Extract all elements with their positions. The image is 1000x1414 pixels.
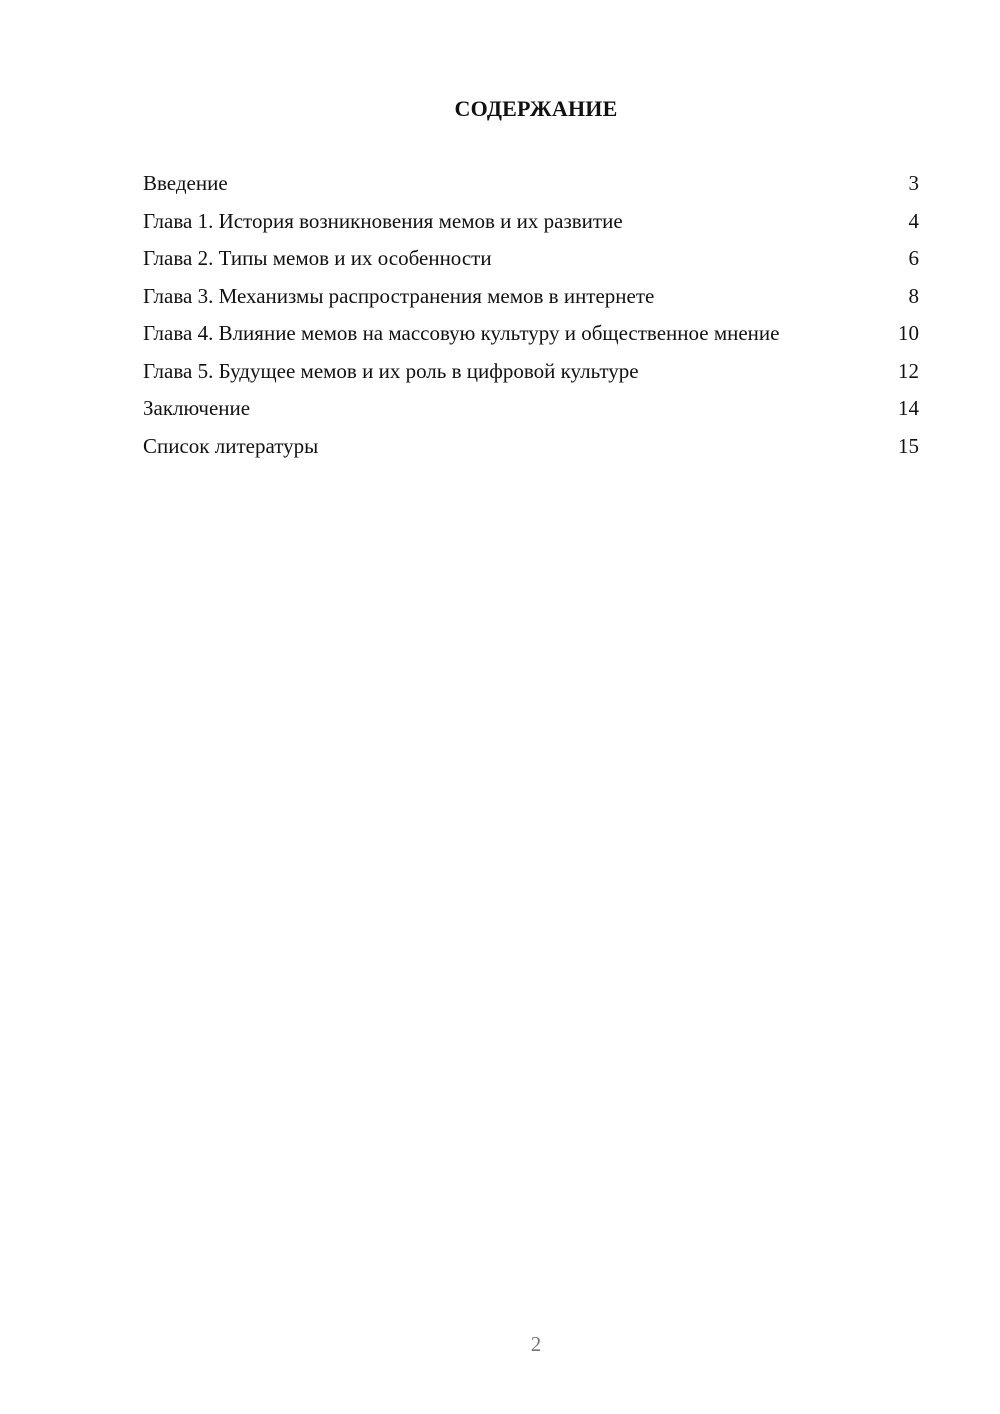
- toc-entry-page: 14: [898, 396, 919, 420]
- toc-entry-chapter-3: [143, 283, 919, 309]
- toc-entry-bibliography: [143, 433, 919, 459]
- toc-entry-title: Глава 2. Типы мемов и их особенности: [143, 246, 492, 270]
- toc-entry-chapter-1: [143, 208, 919, 234]
- toc-entry-chapter-2: [143, 245, 919, 271]
- page-title: СОДЕРЖАНИЕ: [454, 96, 618, 121]
- toc-entry-chapter-4: [143, 320, 919, 346]
- toc-entry-title: Глава 5. Будущее мемов и их роль в цифровой культуре: [143, 358, 639, 383]
- toc-entry-page: 15: [898, 433, 919, 458]
- toc-entry-introduction: [143, 170, 919, 196]
- toc-entry-title: Список литературы: [143, 433, 319, 458]
- toc-entry-title: Глава 1. История возникновения мемов и их развитие: [143, 208, 623, 233]
- toc-entry-chapter-5: [143, 358, 919, 384]
- toc-entry-title: Глава 3. Механизмы распространения мемов в интернете: [143, 283, 655, 308]
- table-of-contents: [143, 170, 919, 470]
- toc-entry-page: 12: [898, 358, 919, 383]
- toc-entry-title: Заключение: [143, 396, 251, 420]
- toc-entry-page: 6: [908, 246, 919, 270]
- toc-entry-page: 3: [908, 171, 919, 195]
- page-number: 2: [530, 1332, 542, 1356]
- toc-entry-conclusion: [143, 395, 919, 421]
- toc-entry-title: Введение: [143, 171, 228, 195]
- toc-entry-page: 8: [908, 283, 919, 308]
- toc-entry-page: 4: [908, 208, 919, 233]
- toc-entry-title: Глава 4. Влияние мемов на массовую культуру и общественное мнение: [143, 321, 780, 345]
- toc-entry-page: 10: [898, 321, 919, 345]
